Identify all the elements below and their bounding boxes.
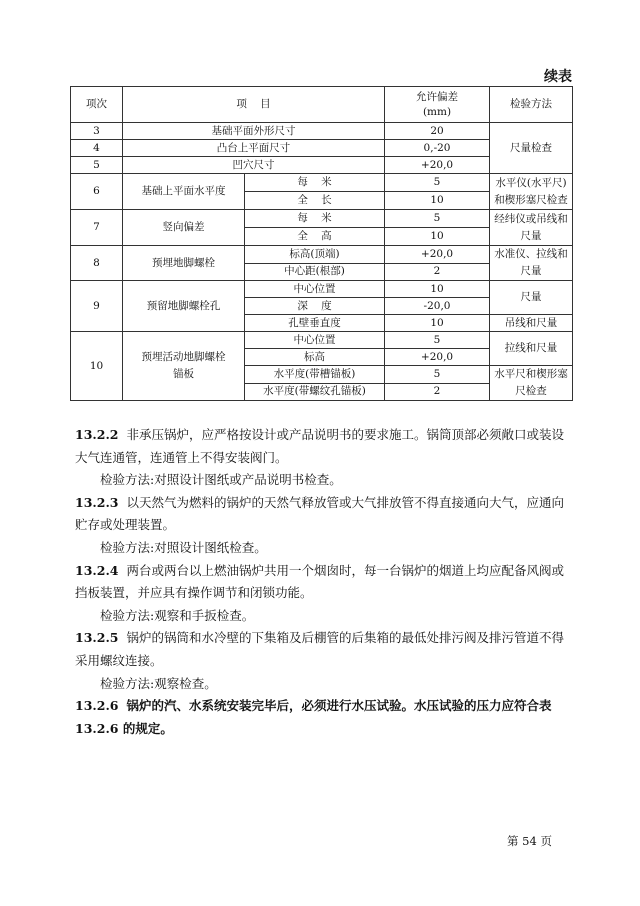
row-subitem: 每 米 <box>245 174 385 192</box>
header-tolerance <box>385 87 490 123</box>
header-no: 项次 <box>71 87 123 123</box>
row-value: +20,0 <box>385 349 490 366</box>
clause-text: 以天然气为燃料的锅炉的天然气释放管或大气排放管不得直接通向大气，应通向贮存或处理装置。 <box>75 494 565 533</box>
row-method: 吊线和尺量 <box>490 315 573 332</box>
row-value: 0,-20 <box>385 140 490 157</box>
row-no: 7 <box>71 210 123 246</box>
clause-method: 检验方法:观察检查。 <box>100 675 217 691</box>
clause-method: 检验方法:观察和手扳检查。 <box>100 607 255 623</box>
row-item: 预留地脚螺栓孔 <box>123 281 245 332</box>
row-subitem: 每 米 <box>245 210 385 228</box>
table-row <box>71 123 573 140</box>
clause-text: 两台或两台以上燃油锅炉共用一个烟囱时，每一台锅炉的烟道上均应配备风阀或挡板装置，并应具有操作调节和闭锁功能。 <box>75 562 565 601</box>
row-no: 6 <box>71 174 123 210</box>
row-no: 3 <box>71 123 123 140</box>
row-value: 5 <box>385 174 490 192</box>
table-row <box>71 281 573 298</box>
row-item: 凹穴尺寸 <box>123 157 385 174</box>
row-subitem: 标高 <box>245 349 385 366</box>
row-value: 5 <box>385 210 490 228</box>
row-subitem: 中心位置 <box>245 332 385 349</box>
row-no: 5 <box>71 157 123 174</box>
row-no: 10 <box>71 332 123 401</box>
row-no: 4 <box>71 140 123 157</box>
row-method: 经纬仪或吊线和尺量 <box>490 210 573 246</box>
row-subitem: 全 长 <box>245 192 385 210</box>
row-value: 2 <box>385 263 490 281</box>
row-method: 尺量检查 <box>490 123 573 174</box>
row-subitem: 全 高 <box>245 228 385 246</box>
row-item: 凸台上平面尺寸 <box>123 140 385 157</box>
row-subitem: 深 度 <box>245 298 385 315</box>
row-item: 基础平面外形尺寸 <box>123 123 385 140</box>
row-subitem: 水平度(带螺纹孔锚板) <box>245 383 385 401</box>
table-row <box>71 332 573 349</box>
table-row <box>71 246 573 264</box>
tolerance-table <box>70 86 573 401</box>
row-item: 基础上平面水平度 <box>123 174 245 210</box>
header-tolerance-label: 允许偏差 <box>416 90 459 103</box>
row-value: 5 <box>385 366 490 384</box>
row-no: 8 <box>71 246 123 281</box>
row-subitem: 孔壁垂直度 <box>245 315 385 332</box>
clause-13-2-4 <box>75 560 572 605</box>
row-item: 竖向偏差 <box>123 210 245 246</box>
clause-method: 检验方法:对照设计图纸检查。 <box>100 539 267 555</box>
row-subitem: 中心位置 <box>245 281 385 298</box>
row-subitem: 水平度(带槽锚板) <box>245 366 385 384</box>
row-value: 20 <box>385 123 490 140</box>
clause-number: 13.2.3 <box>75 494 119 510</box>
clause-number: 13.2.4 <box>75 562 119 578</box>
clause-13-2-5 <box>75 627 572 672</box>
row-value: 10 <box>385 228 490 246</box>
row-item: 预埋活动地脚螺栓锚板 <box>123 332 245 401</box>
clause-text: 锅炉的锅筒和水冷壁的下集箱及后棚管的后集箱的最低处排污阀及排污管道不得采用螺纹连接。 <box>75 630 565 668</box>
row-value: +20,0 <box>385 246 490 264</box>
row-method: 尺量 <box>490 281 573 315</box>
row-method: 水平尺和楔形塞尺检查 <box>490 366 573 401</box>
table-header-row <box>71 87 573 123</box>
clause-13-2-6 <box>75 695 572 740</box>
clause-number: 13.2.5 <box>75 630 119 646</box>
clause-number: 13.2.2 <box>75 427 119 442</box>
header-tolerance-unit: (mm) <box>422 105 452 118</box>
row-subitem: 标高(顶端) <box>245 246 385 264</box>
header-item: 项 目 <box>123 87 385 123</box>
row-value: 10 <box>385 192 490 210</box>
row-value: +20,0 <box>385 157 490 174</box>
clause-13-2-2 <box>75 424 572 469</box>
page-number: 第 54 页 <box>507 834 552 848</box>
table-row <box>71 210 573 228</box>
clause-text: 非承压锅炉，应严格按设计或产品说明书的要求施工。锅筒顶部必须敞口或装设大气连通管，连通管上不得安装阀门。 <box>75 427 565 465</box>
row-item: 预埋地脚螺栓 <box>123 246 245 281</box>
row-method: 水准仪、拉线和尺量 <box>490 246 573 281</box>
row-value: -20,0 <box>385 298 490 315</box>
row-value: 10 <box>385 281 490 298</box>
row-value: 2 <box>385 383 490 401</box>
table-row <box>71 174 573 192</box>
clause-13-2-3 <box>75 492 572 537</box>
row-value: 10 <box>385 315 490 332</box>
continued-table-label: 续表 <box>544 69 572 85</box>
row-subitem: 中心距(根部) <box>245 263 385 281</box>
clause-number: 13.2.6 <box>75 698 119 714</box>
header-method: 检验方法 <box>490 87 573 123</box>
clause-method: 检验方法:对照设计图纸或产品说明书检查。 <box>100 472 342 488</box>
clauses-body <box>75 424 572 740</box>
row-value: 5 <box>385 332 490 349</box>
row-method: 水平仪(水平尺)和楔形塞尺检查 <box>490 174 573 210</box>
row-method: 拉线和尺量 <box>490 332 573 366</box>
row-no: 9 <box>71 281 123 332</box>
clause-text: 锅炉的汽、水系统安装完毕后，必须进行水压试验。水压试验的压力应符合表 13.2.6 的规定。 <box>75 698 552 736</box>
